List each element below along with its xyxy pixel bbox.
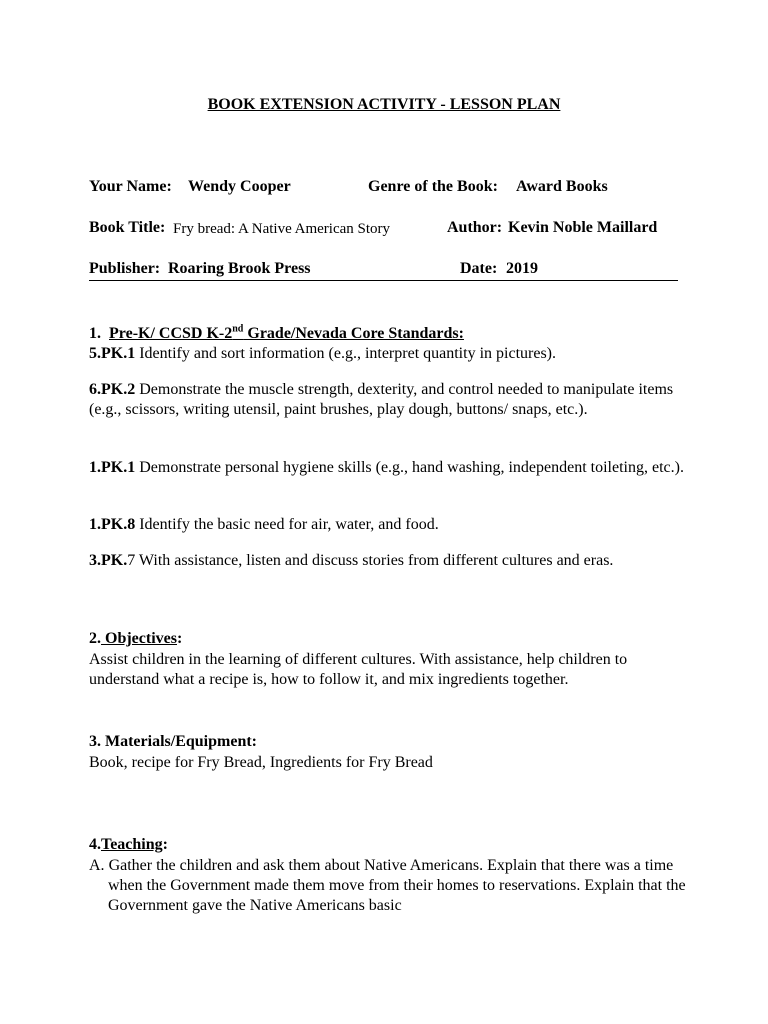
- date-label: Date:: [460, 260, 498, 277]
- header-divider: [89, 280, 678, 281]
- teaching-item-a: A. Gather the children and ask them about Native Americans. Explain that there was a time when the Government made them move from their homes to reservations. Explain that the Government gave the Native Americans basic: [89, 857, 686, 914]
- genre-value: Award Books: [516, 178, 608, 195]
- standard-item: 6.PK.2 Demonstrate the muscle strength, dexterity, and control needed to manipulate items (e.g., scissors, writing utensil, paint brushes, play dough, buttons/ snaps, etc.).: [89, 381, 674, 418]
- genre-label: Genre of the Book:: [368, 178, 498, 195]
- author-label: Author:: [447, 219, 503, 236]
- standard-item: 5.PK.1 Identify and sort information (e.g., interpret quantity in pictures).: [89, 345, 556, 362]
- materials-heading: 3. Materials/Equipment:: [89, 733, 257, 750]
- name-value: Wendy Cooper: [188, 178, 291, 195]
- standard-item: 3.PK.7 With assistance, listen and discuss stories from different cultures and eras.: [89, 552, 614, 569]
- standards-title: Pre-K/ CCSD K-2nd Grade/Nevada Core Standards:: [109, 323, 464, 342]
- publisher-value: Roaring Brook Press: [168, 260, 311, 277]
- objectives-text: Assist children in the learning of different cultures. With assistance, help children to understand what a recipe is, how to follow it, and mix ingredients together.: [89, 651, 628, 688]
- materials-text: Book, recipe for Fry Bread, Ingredients for Fry Bread: [89, 754, 433, 771]
- book-title-value: Fry bread: A Native American Story: [173, 221, 391, 237]
- name-label: Your Name:: [89, 178, 172, 195]
- standards-heading: [89, 324, 464, 344]
- teaching-heading: 4.Teaching:: [89, 836, 168, 853]
- standards-number: 1.: [89, 325, 101, 342]
- date-value: 2019: [506, 260, 538, 277]
- author-value: Kevin Noble Maillard: [508, 219, 658, 236]
- objectives-heading: 2. Objectives:: [89, 630, 183, 647]
- page-title: BOOK EXTENSION ACTIVITY - LESSON PLAN: [207, 96, 561, 113]
- standard-item: 1.PK.8 Identify the basic need for air, water, and food.: [89, 516, 439, 533]
- book-title-label: Book Title:: [89, 219, 166, 236]
- publisher-label: Publisher:: [89, 260, 161, 277]
- standard-item: 1.PK.1 Demonstrate personal hygiene skills (e.g., hand washing, independent toileting, etc.).: [89, 459, 684, 476]
